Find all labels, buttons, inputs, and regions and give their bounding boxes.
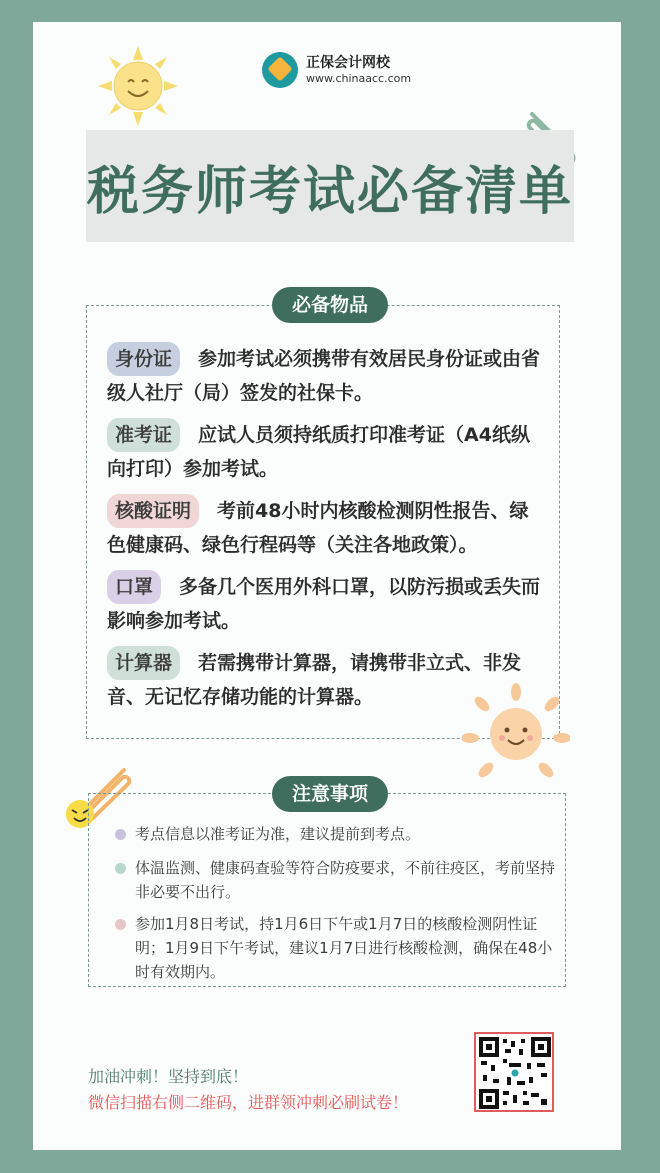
bullet-dot <box>115 863 126 874</box>
bullet-dot <box>115 829 126 840</box>
list-item <box>107 418 547 486</box>
note-text: 体温监测、健康码查验等符合防疫要求，不前往疫区，考前坚持非必要不出行。 <box>135 859 556 901</box>
sun-icon <box>96 44 180 128</box>
title-banner <box>86 130 574 242</box>
list-item <box>107 494 547 562</box>
notices-heading: 注意事项 <box>272 776 388 812</box>
logo-icon <box>262 52 298 88</box>
cheer-text: 加油冲刺！坚持到底！ <box>88 1067 249 1086</box>
scan-prompt: 微信扫描右侧二维码，进群领冲刺必刷试卷！ <box>88 1093 409 1112</box>
brand-name: 正保会计网校 <box>306 55 390 71</box>
essentials-section <box>86 305 560 739</box>
item-tag: 准考证 <box>107 418 180 452</box>
notices-section <box>88 793 566 987</box>
item-text: 考前48小时内核酸检测阴性报告、绿色健康码、绿色行程码等（关注各地政策）。 <box>107 500 529 556</box>
list-item <box>115 912 565 984</box>
list-item <box>107 570 547 638</box>
note-text: 考点信息以准考证为准，建议提前到考点。 <box>135 825 421 843</box>
item-text: 参加考试必须携带有效居民身份证或由省级人社厅（局）签发的社保卡。 <box>107 348 541 404</box>
item-text: 多备几个医用外科口罩，以防污损或丢失而影响参加考试。 <box>107 576 541 632</box>
list-item <box>115 856 565 904</box>
sun-icon <box>462 682 570 782</box>
list-item <box>115 822 565 846</box>
item-text: 若需携带计算器，请携带非立式、非发音、无记忆存储功能的计算器。 <box>107 652 522 708</box>
item-tag: 口罩 <box>107 570 161 604</box>
item-tag: 计算器 <box>107 646 180 680</box>
item-tag: 身份证 <box>107 342 180 376</box>
brand-url: www.chinaacc.com <box>306 72 412 85</box>
note-text: 参加1月8日考试，持1月6日下午或1月7日的核酸检测阴性证明；1月9日下午考试，建议1月7日进行核酸检测，确保在48小时有效期内。 <box>135 915 553 981</box>
brand-logo <box>262 52 411 88</box>
item-text: 应试人员须持纸质打印准考证（A4纸纵向打印）参加考试。 <box>107 424 530 480</box>
bullet-dot <box>115 919 126 930</box>
list-item <box>107 342 547 410</box>
qr-code[interactable] <box>474 1032 554 1112</box>
item-tag: 核酸证明 <box>107 494 199 528</box>
page-title: 税务师考试必备清单 <box>86 161 573 222</box>
essentials-heading: 必备物品 <box>272 287 388 323</box>
qr-code-icon <box>479 1037 551 1109</box>
